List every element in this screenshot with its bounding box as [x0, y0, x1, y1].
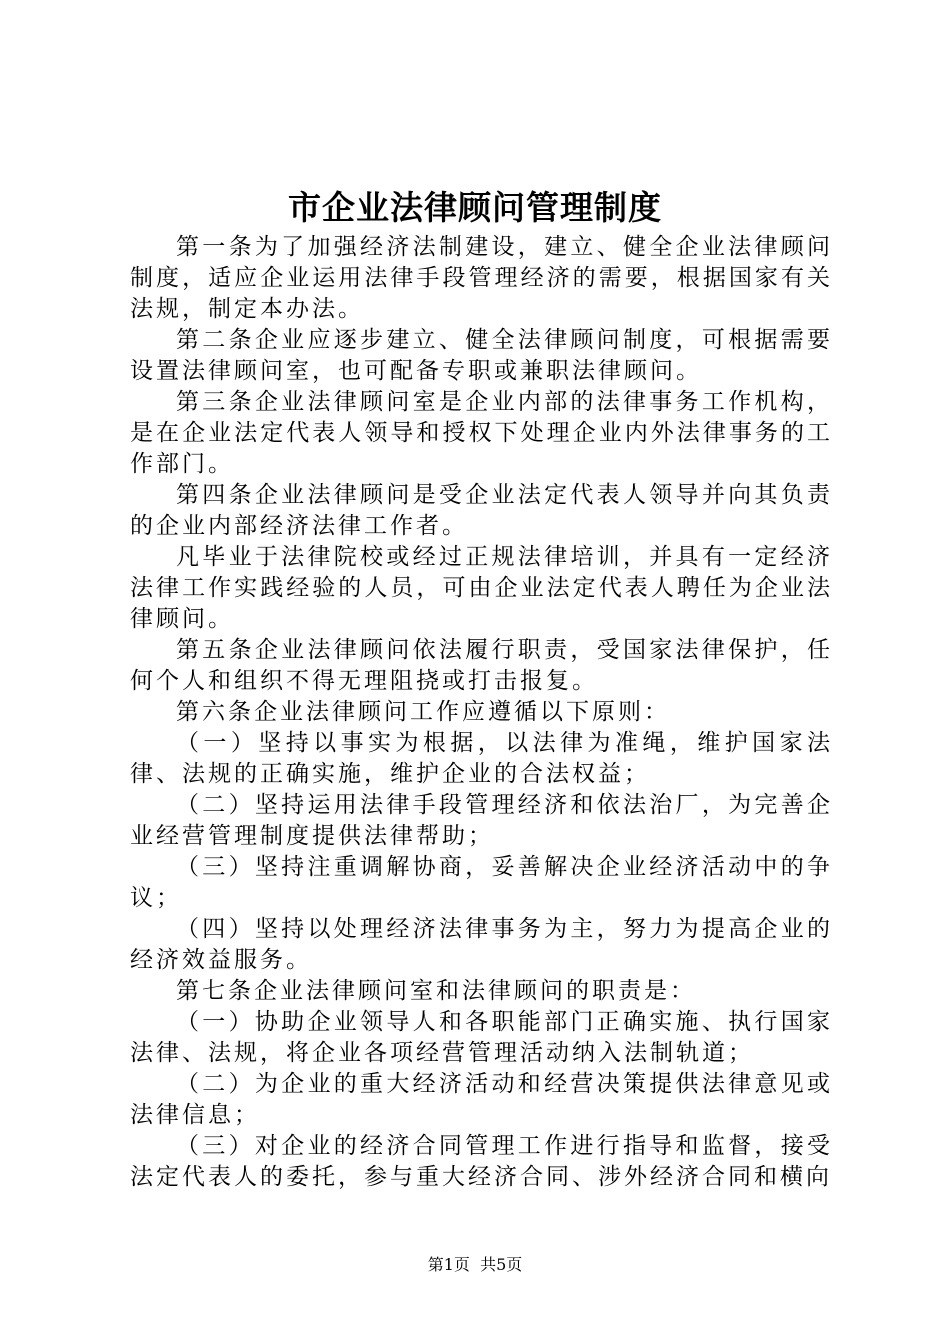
- paragraph-article-6-item-2: （二）坚持运用法律手段管理经济和依法治厂，为完善企业经营管理制度提供法律帮助；: [130, 792, 833, 849]
- paragraph-article-2: 第二条企业应逐步建立、健全法律顾问制度，可根据需要设置法律顾问室，也可配备专职或兼职法律顾问。: [130, 327, 833, 384]
- paragraph-article-6-item-4: （四）坚持以处理经济法律事务为主，努力为提高企业的经济效益服务。: [130, 916, 833, 973]
- paragraph-article-6-item-3: （三）坚持注重调解协商，妥善解决企业经济活动中的争议；: [130, 854, 833, 911]
- page-total: 共5页: [480, 1255, 523, 1274]
- paragraph-article-7-item-1: （一）协助企业领导人和各职能部门正确实施、执行国家法律、法规，将企业各项经营管理活动纳入法制轨道；: [130, 1009, 833, 1066]
- paragraph-article-7-item-3: （三）对企业的经济合同管理工作进行指导和监督，接受法定代表人的委托，参与重大经济合同、涉外经济合同和横向: [130, 1133, 833, 1190]
- paragraph-article-6-item-1: （一）坚持以事实为根据，以法律为准绳，维护国家法律、法规的正确实施，维护企业的合法权益；: [130, 730, 833, 787]
- paragraph-article-3: 第三条企业法律顾问室是企业内部的法律事务工作机构，是在企业法定代表人领导和授权下处理企业内外法律事务的工作部门。: [130, 389, 833, 477]
- page-number: 第1页: [427, 1255, 470, 1274]
- document-body: [130, 232, 833, 1193]
- paragraph-article-4-qualification: 凡毕业于法律院校或经过正规法律培训，并具有一定经济法律工作实践经验的人员，可由企业法定代表人聘任为企业法律顾问。: [130, 544, 833, 632]
- paragraph-article-4: 第四条企业法律顾问是受企业法定代表人领导并向其负责的企业内部经济法律工作者。: [130, 482, 833, 539]
- document-title: 市企业法律顾问管理制度: [288, 188, 662, 227]
- paragraph-article-7-item-2: （二）为企业的重大经济活动和经营决策提供法律意见或法律信息；: [130, 1071, 833, 1128]
- paragraph-article-7: 第七条企业法律顾问室和法律顾问的职责是：: [176, 978, 696, 1004]
- paragraph-article-5: 第五条企业法律顾问依法履行职责，受国家法律保护，任何个人和组织不得无理阻挠或打击报复。: [130, 637, 833, 694]
- paragraph-article-1: 第一条为了加强经济法制建设，建立、健全企业法律顾问制度，适应企业运用法律手段管理经济的需要，根据国家有关法规，制定本办法。: [130, 234, 833, 322]
- page-footer: [0, 1254, 950, 1276]
- paragraph-article-6: 第六条企业法律顾问工作应遵循以下原则：: [176, 699, 670, 725]
